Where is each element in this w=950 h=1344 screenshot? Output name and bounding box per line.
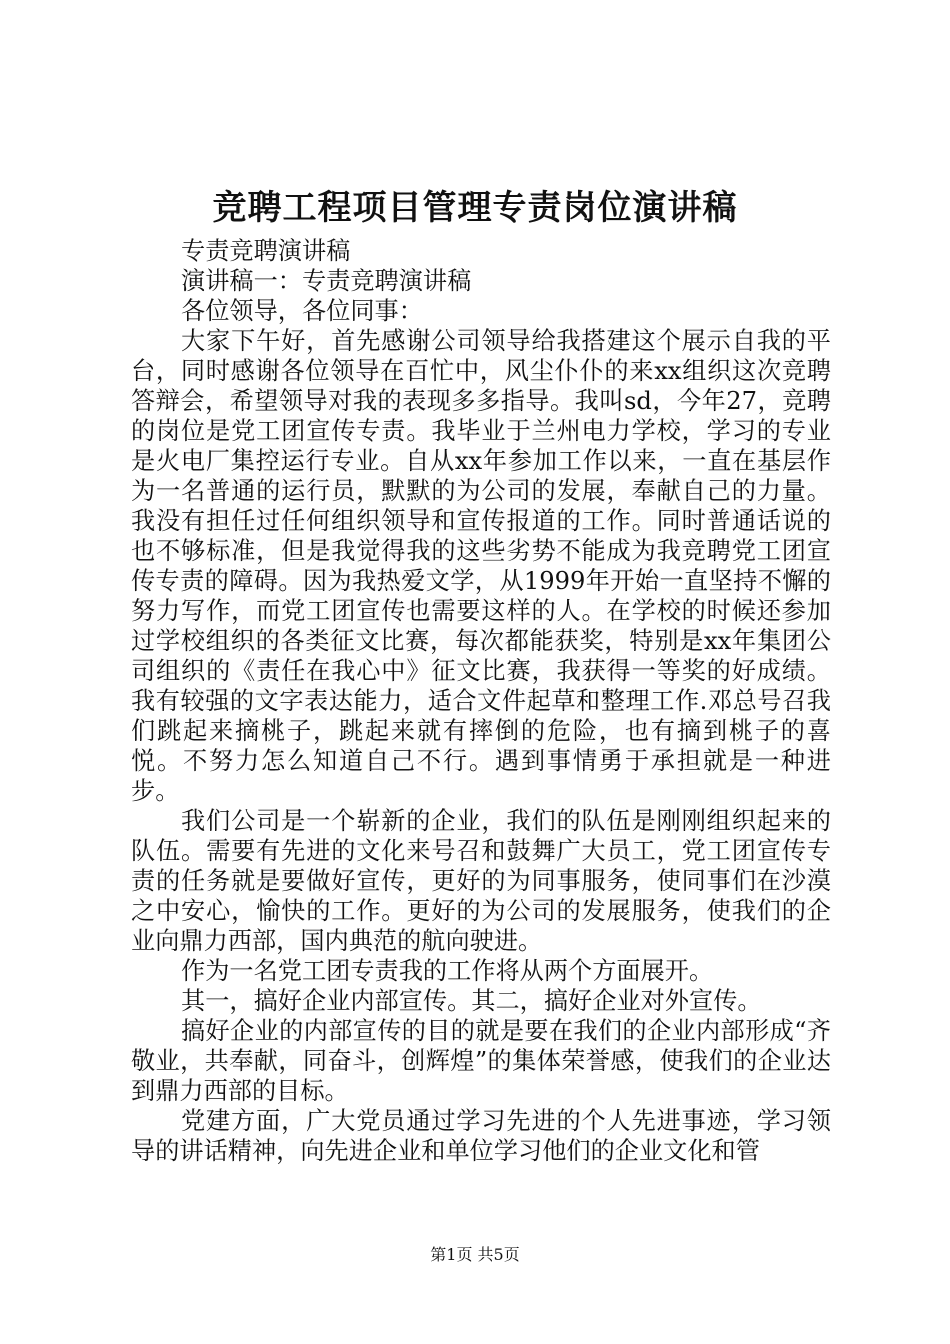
- paragraph: 党建方面，广大党员通过学习先进的个人先进事迹，学习领导的讲话精神，向先进企业和单位学习他们的企业文化和管: [131, 1107, 831, 1165]
- paragraph: 我们公司是一个崭新的企业，我们的队伍是刚刚组织起来的队伍。需要有先进的文化来号召和鼓舞广大员工，党工团宣传专责的任务就是要做好宣传，更好的为同事服务，使同事们在沙漠之中安心，愉快的工作。更好的为公司的发展服务，使我们的企业向鼎力西部，国内典范的航向驶进。: [131, 807, 831, 955]
- paragraph: 作为一名党工团专责我的工作将从两个方面展开。: [181, 957, 714, 985]
- paragraph: 其一，搞好企业内部宣传。其二，搞好企业对外宣传。: [181, 987, 762, 1015]
- page-footer: 第1页 共5页: [430, 1245, 520, 1264]
- paragraph: 专责竞聘演讲稿: [181, 237, 351, 265]
- paragraph: 演讲稿一：专责竞聘演讲稿: [181, 267, 472, 295]
- paragraph: 大家下午好，首先感谢公司领导给我搭建这个展示自我的平台，同时感谢各位领导在百忙中，风尘仆仆的来xx组织这次竞聘答辩会，希望领导对我的表现多多指导。我叫sd，今年27，竞聘的岗位是党工团宣传专责。我毕业于兰州电力学校，学习的专业是火电厂集控运行专业。自从xx年参加工作以来，一直在基层作为一名普通的运行员，默默的为公司的发展，奉献自己的力量。我没有担任过任何组织领导和宣传报道的工作。同时普通话说的也不够标准，但是我觉得我的这些劣势不能成为我竞聘党工团宣传专责的障碍。因为我热爱文学，从1999年开始一直坚持不懈的努力写作，而党工团宣传也需要这样的人。在学校的时候还参加过学校组织的各类征文比赛，每次都能获奖，特别是xx年集团公司组织的《责任在我心中》征文比赛，我获得一等奖的好成绩。我有较强的文字表达能力，适合文件起草和整理工作.邓总号召我们跳起来摘桃子，跳起来就有摔倒的危险，也有摘到桃子的喜悦。不努力怎么知道自己不行。遇到事情勇于承担就是一种进步。: [131, 327, 831, 805]
- document-body: [131, 236, 831, 1166]
- paragraph: 各位领导，各位同事：: [181, 297, 423, 325]
- document-title: 竞聘工程项目管理专责岗位演讲稿: [212, 188, 738, 228]
- paragraph: 搞好企业的内部宣传的目的就是要在我们的企业内部形成“齐敬业，共奉献，同奋斗，创辉煌”的集体荣誉感，使我们的企业达到鼎力西部的目标。: [131, 1017, 831, 1105]
